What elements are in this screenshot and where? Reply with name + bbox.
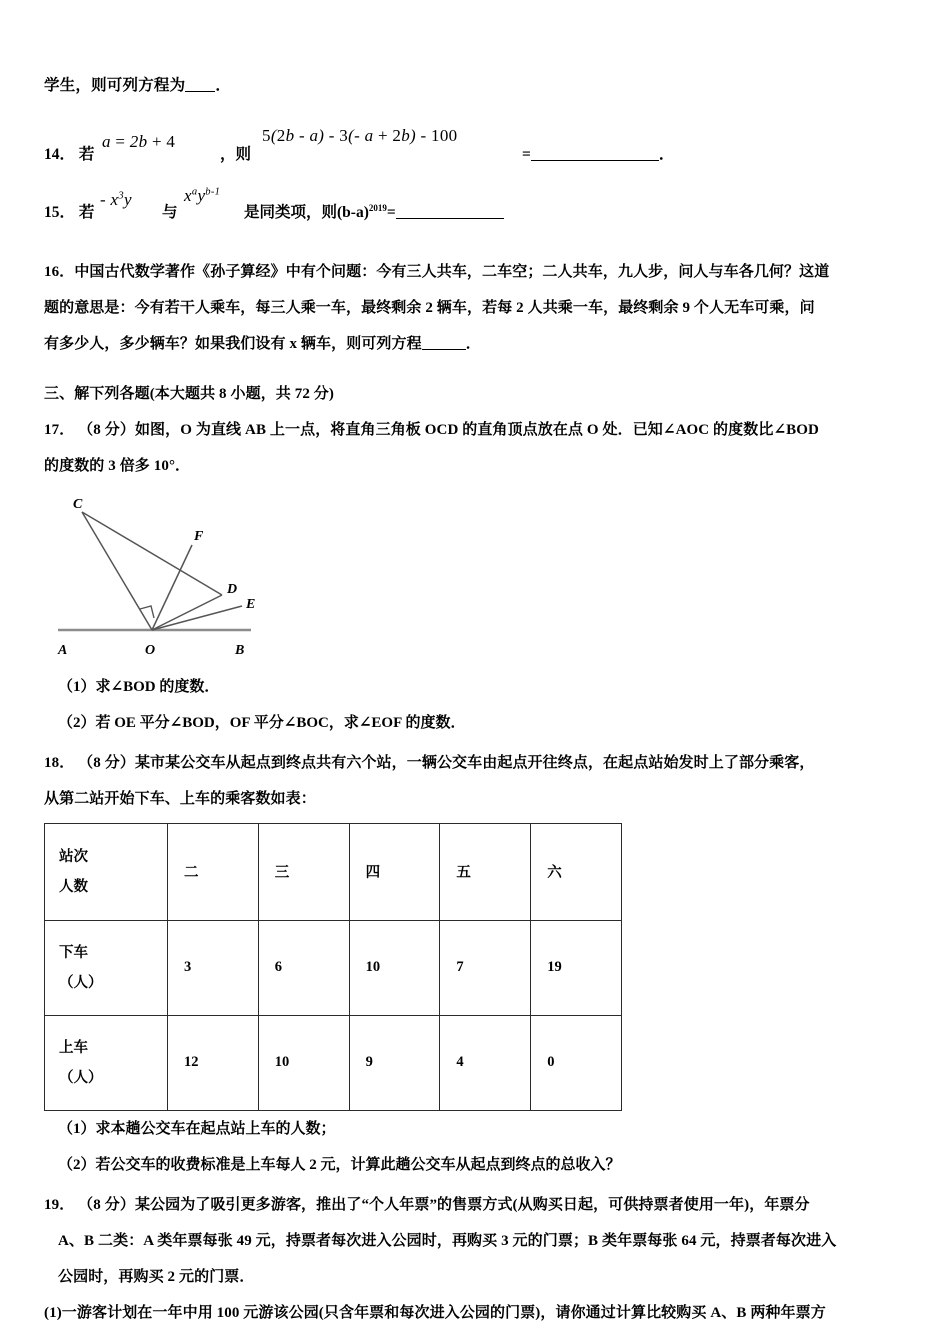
question-19 xyxy=(44,1187,910,1331)
figure-label-A: A xyxy=(58,642,68,658)
table-col-header: 三 xyxy=(258,823,349,920)
question-14-given: a = 2b + 4 xyxy=(102,131,176,151)
section-three-heading-wrap xyxy=(44,376,910,412)
question-17-sub-1: （1）求∠BOD 的度数． xyxy=(58,678,220,695)
row-label-bottom: （人） xyxy=(59,974,103,991)
segment-OD xyxy=(152,595,222,630)
question-19-sub-1: (1)一游客计划在一年中用 100 元游该公园(只含年票和每次进入公园的门票)，请你通过计算比较购买 A、B 两种年票方 xyxy=(44,1304,826,1321)
figure-label-C: C xyxy=(73,496,83,512)
question-15-term2: $x^ay^{b-1}$ xyxy=(184,185,221,205)
table-cell: 10 xyxy=(349,920,440,1015)
carryover-period: ． xyxy=(215,77,232,94)
carryover-line xyxy=(44,78,910,94)
table-cell: 10 xyxy=(258,1015,349,1110)
row-label-top: 上车 xyxy=(59,1039,88,1056)
table-row xyxy=(45,920,622,1015)
table-col-header: 六 xyxy=(531,823,622,920)
question-15 xyxy=(44,184,910,230)
ray-OE xyxy=(152,606,242,630)
geometry-figure xyxy=(44,494,344,669)
question-14-equals: = ． xyxy=(522,145,675,163)
figure-label-B: B xyxy=(235,642,245,658)
question-16-line-1: 16．中国古代数学著作《孙子算经》中有个问题：今有三人共车，二车空；二人共车，九人步，问人与车各几何？这道 xyxy=(44,263,830,280)
question-18-subquestions xyxy=(44,1111,910,1183)
question-14-number: 14． 若 xyxy=(44,145,95,163)
question-17-subquestions xyxy=(44,669,910,741)
table-cell: 19 xyxy=(531,920,622,1015)
question-14 xyxy=(44,120,910,174)
figure-label-O: O xyxy=(145,642,156,658)
table-corner-header xyxy=(45,823,168,920)
question-14-expression: 5(2b - a) - 3(- a + 2b) - 100 xyxy=(262,125,458,145)
table-cell: 3 xyxy=(168,920,259,1015)
question-19-line-2: A、B 二类：A 类年票每张 49 元，持票者每次进入公园时，再购买 3 元的门票；B 类年票每张 64 元，持票者每次进入 xyxy=(58,1232,837,1249)
question-15-number: 15． 若 xyxy=(44,203,95,221)
question-17 xyxy=(44,412,910,484)
table-cell: 7 xyxy=(440,920,531,1015)
question-19-line-3: 公园时，再购买 2 元的门票． xyxy=(58,1268,255,1285)
page-content xyxy=(44,78,910,1331)
row-label-top: 下车 xyxy=(59,944,88,961)
question-18-sub-2: （2）若公交车的收费标准是上车每人 2 元，计算此趟公交车从起点到终点的总收入？ xyxy=(58,1156,621,1173)
table-cell: 12 xyxy=(168,1015,259,1110)
geometry-figure-svg xyxy=(44,494,344,669)
question-17-sub-2: （2）若 OE 平分∠BOD，OF 平分∠BOC，求∠EOF 的度数． xyxy=(58,714,466,731)
segment-OC xyxy=(82,512,152,630)
question-15-yu: 与 xyxy=(162,203,178,221)
figure-label-F: F xyxy=(194,528,204,544)
question-18-sub-1: （1）求本趟公交车在起点站上车的人数； xyxy=(58,1120,336,1137)
question-16-line-3: 有多少人，多少辆车？如果我们设有 x 辆车，则可列方程 ． xyxy=(44,335,481,352)
question-16-line-2: 题的意思是：今有若干人乘车，每三人乘一车，最终剩余 2 辆车，若每 2 人共乘一车，最终剩余 9 个人无车可乘，问 xyxy=(44,299,815,316)
figure-label-D: D xyxy=(227,581,238,597)
question-18-line-1: 18． （8 分）某市某公交车从起点到终点共有六个站，一辆公交车由起点开往终点，在起点站始发时上了部分乘客， xyxy=(44,754,815,771)
question-16 xyxy=(44,254,910,362)
segment-CD xyxy=(82,512,222,595)
table-col-header: 二 xyxy=(168,823,259,920)
figure-label-E: E xyxy=(246,596,256,612)
question-15-term1: - $x^3y$ xyxy=(100,189,132,209)
corner-label-top: 站次 xyxy=(59,848,88,865)
row-label-bottom: （人） xyxy=(59,1069,103,1086)
table-col-header: 四 xyxy=(349,823,440,920)
bus-passenger-table xyxy=(44,823,622,1111)
question-17-line-2: 的度数的 3 倍多 10°． xyxy=(44,457,191,474)
section-three-heading: 三、解下列各题(本大题共 8 小题，共 72 分) xyxy=(44,385,334,402)
question-17-line-1: 17． （8 分）如图，O 为直线 AB 上一点，将直角三角板 OCD 的直角顶点放在点 O 处．已知∠AOC 的度数比∠BOD xyxy=(44,421,819,438)
answer-blank[interactable] xyxy=(396,218,504,219)
question-19-line-1: 19． （8 分）某公园为了吸引更多游客，推出了“个人年票”的售票方式(从购买日起，可供持票者使用一年)，年票分 xyxy=(44,1196,810,1213)
table-col-header: 五 xyxy=(440,823,531,920)
table-cell: 9 xyxy=(349,1015,440,1110)
answer-blank[interactable] xyxy=(422,349,466,350)
table-cell: 6 xyxy=(258,920,349,1015)
question-14-then: ，则 xyxy=(220,145,252,163)
answer-blank[interactable] xyxy=(185,91,215,92)
answer-blank[interactable] xyxy=(531,160,659,161)
question-18 xyxy=(44,745,910,817)
table-row-header xyxy=(45,823,622,920)
table-row-label xyxy=(45,1015,168,1110)
question-15-rest: 是同类项，则$(b-a)^{2019}=$ xyxy=(244,200,504,222)
table-cell: 0 xyxy=(531,1015,622,1110)
carryover-text: 学生，则可列方程为 xyxy=(44,77,186,94)
table-row xyxy=(45,1015,622,1110)
corner-label-bottom: 人数 xyxy=(59,878,88,895)
question-18-line-2: 从第二站开始下车、上车的乘客数如表： xyxy=(44,790,316,807)
table-row-label xyxy=(45,920,168,1015)
table-cell: 4 xyxy=(440,1015,531,1110)
